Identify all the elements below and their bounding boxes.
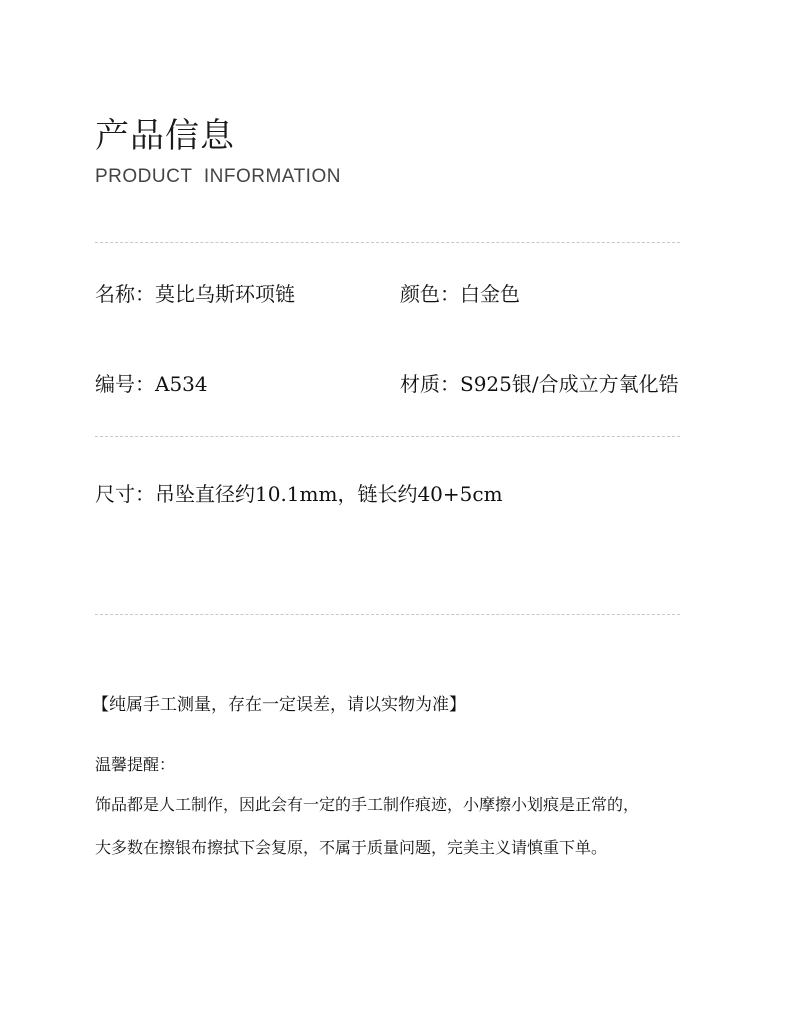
product-color: 颜色：白金色: [400, 282, 520, 306]
product-name: 名称：莫比乌斯环项链: [95, 282, 295, 306]
divider: [95, 242, 680, 243]
reminder-heading: 温馨提醒：: [95, 755, 176, 774]
page-title: 产品信息: [95, 116, 235, 156]
product-code: 编号：A534: [95, 372, 208, 396]
product-size: 尺寸：吊坠直径约10.1mm，链长约40+5cm: [95, 482, 503, 506]
reminder-line-2: 大多数在擦银布擦拭下会复原，不属于质量问题，完美主义请慎重下单。: [95, 838, 608, 857]
reminder-line-1: 饰品都是人工制作，因此会有一定的手工制作痕迹，小摩擦小划痕是正常的，: [95, 795, 640, 814]
divider: [95, 436, 680, 437]
measurement-notice: 【纯属手工测量，存在一定误差，请以实物为准】: [92, 695, 466, 715]
divider: [95, 614, 680, 615]
product-material: 材质：S925银/合成立方氧化锆: [400, 372, 679, 396]
page-subtitle: PRODUCT INFORMATION: [95, 166, 341, 187]
